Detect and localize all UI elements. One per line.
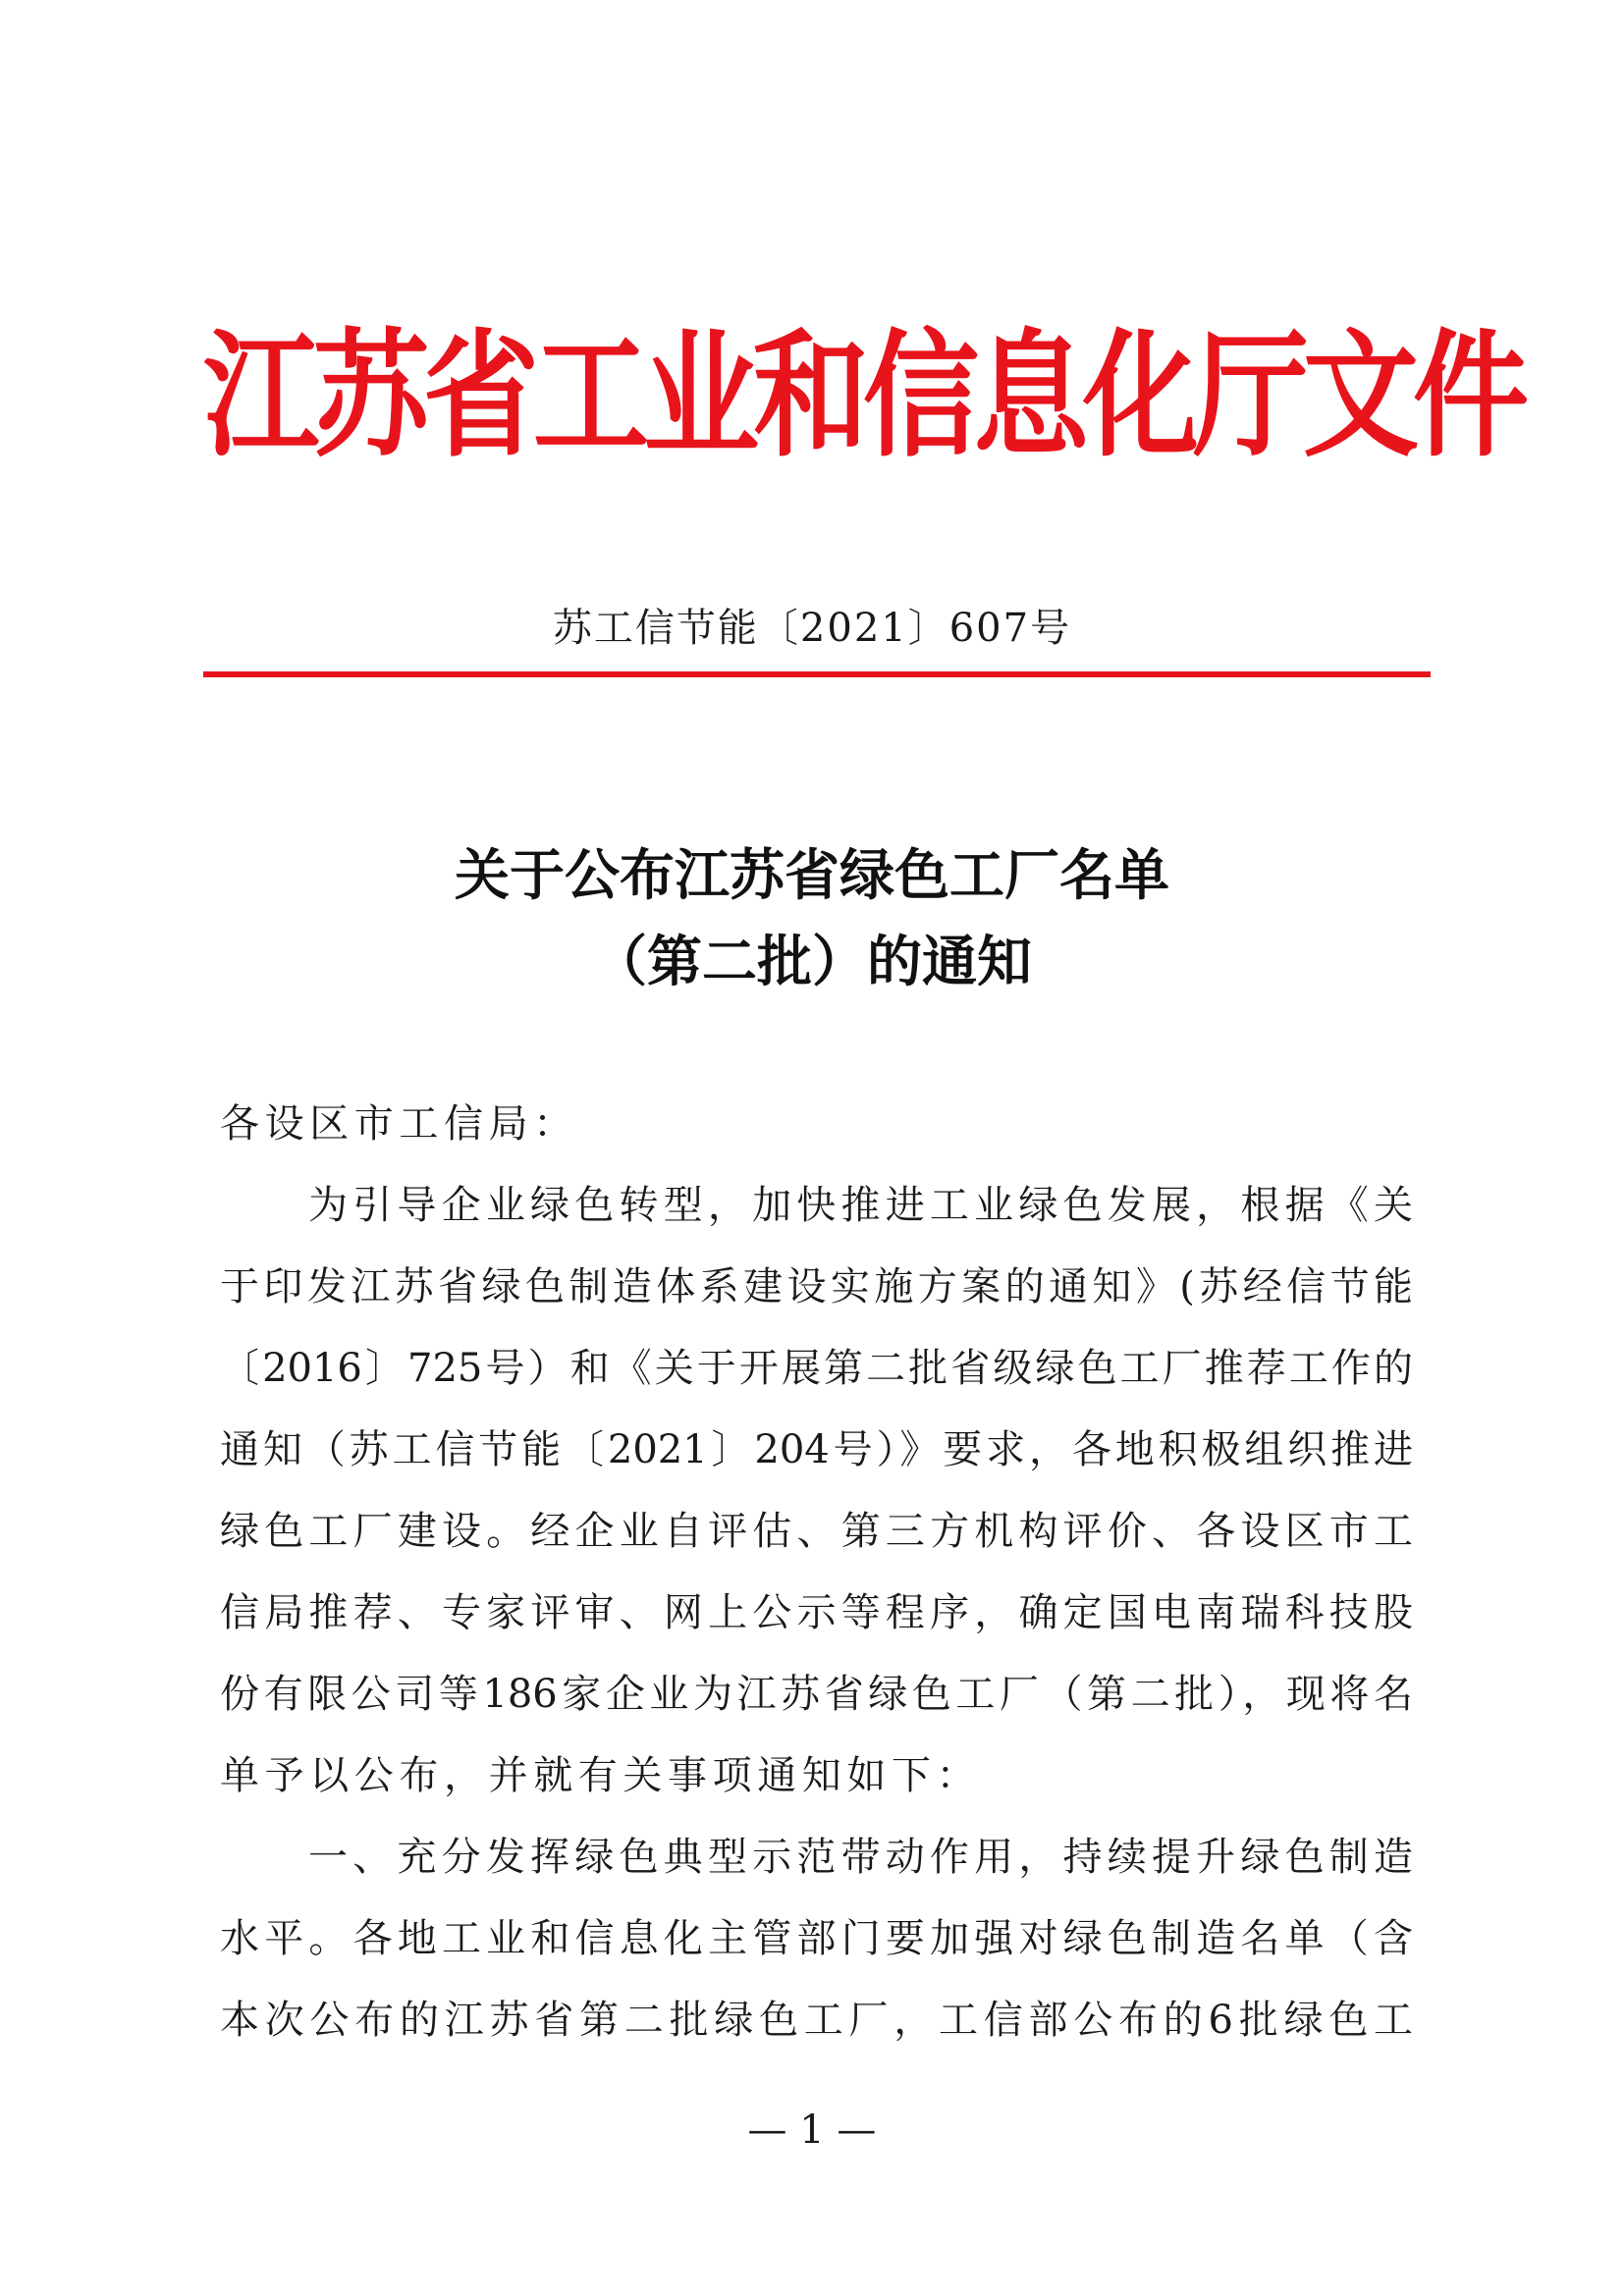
- notice-title-line-1: 关于公布江苏省绿色工厂名单: [455, 843, 1169, 908]
- notice-title-line-2: （第二批）的通知: [592, 930, 1032, 994]
- salutation: 各设区市工信局：: [220, 1101, 578, 1147]
- body-line: 〔2016〕725号）和《关于开展第二批省级绿色工厂推荐工作的: [220, 1346, 1413, 1391]
- body-line: 信局推荐、专家评审、网上公示等程序，确定国电南瑞科技股: [220, 1590, 1413, 1635]
- document-number: 苏工信节能〔2021〕607号: [552, 606, 1072, 651]
- masthead-title: 江苏省工业和信息化厅文件: [203, 315, 1524, 476]
- body-line: 份有限公司等186家企业为江苏省绿色工厂（第二批），现将名: [220, 1672, 1413, 1717]
- red-divider-rule: [203, 671, 1431, 677]
- body-line: 于印发江苏省绿色制造体系建设实施方案的通知》(苏经信节能: [220, 1264, 1413, 1309]
- body-line: 单予以公布，并就有关事项通知如下：: [220, 1753, 982, 1798]
- body-line: 水平。各地工业和信息化主管部门要加强对绿色制造名单（含: [220, 1916, 1413, 1961]
- body-line: 本次公布的江苏省第二批绿色工厂，工信部公布的6批绿色工: [220, 1998, 1413, 2043]
- notice-body: [220, 1084, 1413, 2061]
- body-line: 通知（苏工信节能〔2021〕204号）》要求，各地积极组织推进: [220, 1427, 1413, 1472]
- body-line: 为引导企业绿色转型，加快推进工业绿色发展，根据《关: [308, 1183, 1413, 1228]
- body-line: 一、充分发挥绿色典型示范带动作用，持续提升绿色制造: [308, 1835, 1413, 1880]
- page-number: — 1 —: [747, 2108, 877, 2153]
- notice-title: [203, 832, 1421, 1005]
- body-line: 绿色工厂建设。经企业自评估、第三方机构评价、各设区市工: [220, 1509, 1413, 1554]
